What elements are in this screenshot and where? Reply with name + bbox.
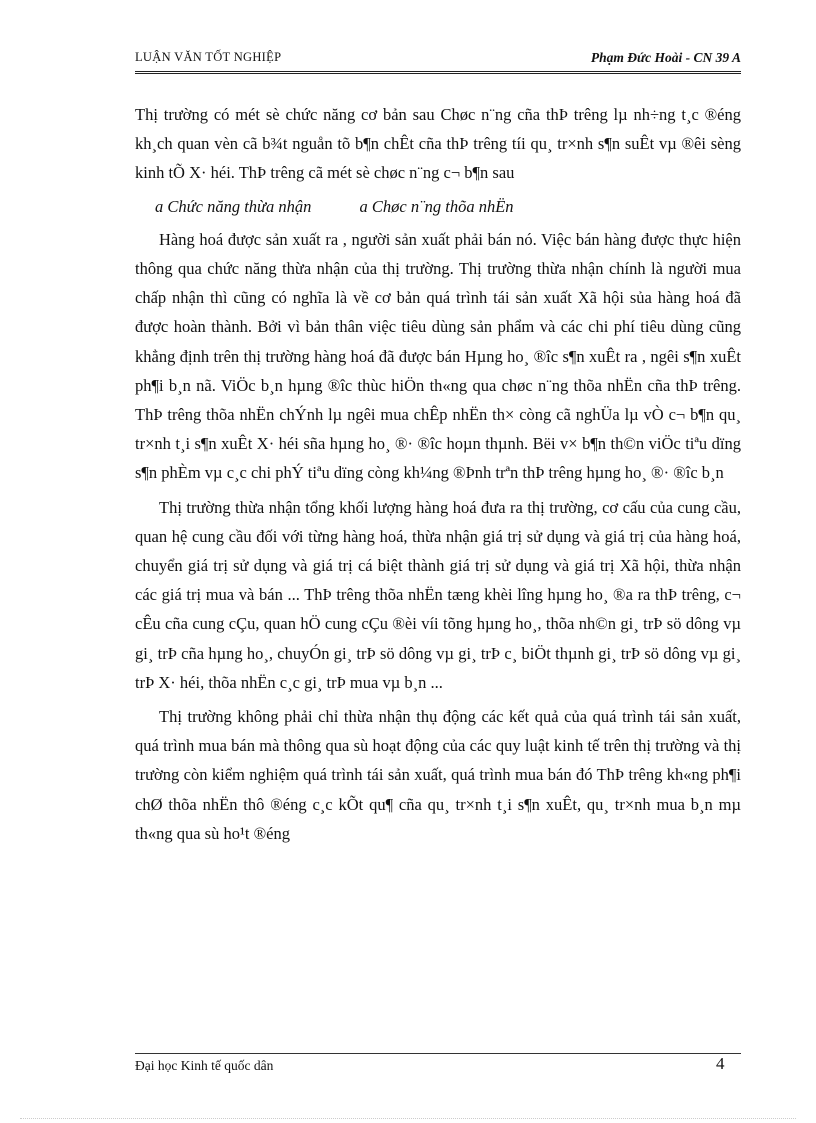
document-body	[135, 100, 741, 848]
page-header	[135, 50, 741, 70]
page-number: 4	[716, 1054, 725, 1073]
header-author: Phạm Đức Hoài - CN 39 A	[590, 50, 741, 65]
subheading-left: a Chức năng thừa nhận	[155, 196, 312, 216]
paragraph-2: Thị trường thừa nhận tổng khối lượng hàng hoá đưa ra thị trường, cơ cấu của cung cầu, quan hệ cung cầu đối với từng hàng hoá, thừa nhận giá trị sử dụng và giá trị của hàng hoá, chuyển giá trị sử dụng và giá trị cá biệt thành giá trị sử dụng và giá trị Xã hội, thừa nhận các giá trị mua và bán ... ThÞ trêng thõa nhËn tæng khèi lîng hµng ho¸ ®a ra thÞ trêng, c¬ cÊu cña cung cÇu, quan hÖ cung cÇu ®èi víi tõng hµng ho¸, thõa nh©n gi¸ trÞ sö dông vµ gi¸ trÞ cña hµng ho¸, chuyÓn gi¸ trÞ sö dông vµ gi¸ trÞ c¸ biÖt thµnh gi¸ trÞ sö dông vµ gi¸ trÞ X· héi, thõa nhËn c¸c gi¸ trÞ mua vµ b¸n ...	[135, 497, 741, 692]
header-divider	[135, 71, 741, 74]
header-title: LUẬN VĂN TỐT NGHIỆP	[135, 50, 282, 64]
section-subheading	[155, 192, 741, 221]
paragraph-3: Thị trường không phải chỉ thừa nhận thụ động các kết quả của quá trình tái sản xuất, quá trình mua bán mà thông qua sù hoạt động của các quy luật kinh tế trên thị trường và thị trường còn kiểm nghiệm quá trình tái sản xuất, quá trình mua bán đó ThÞ trêng kh«ng ph¶i chØ thõa nhËn thô ®éng c¸c kÕt qu¶ cña qu¸ tr×nh t¸i s¶n xuÊt, qu¸ tr×nh mua b¸n mµ th«ng qua sù ho¹t ®éng	[135, 707, 741, 843]
subheading-right: a Chøc n¨ng thõa nhËn	[359, 196, 514, 216]
footer-institution: Đại học Kinh tế quốc dân	[135, 1058, 274, 1073]
page-edge-dots	[20, 1118, 796, 1119]
footer-divider	[135, 1053, 741, 1054]
paragraph-intro: Thị trường có mét sè chức năng cơ bản sau Chøc n¨ng cña thÞ trêng lµ nh÷ng t¸c ®éng kh¸ch quan vèn cã b¾t nguån tõ b¶n chÊt cña thÞ trêng tíi qu¸ tr×nh s¶n suÊt vµ ®êi sèng kinh tÕ X· héi. ThÞ trêng cã mét sè chøc n¨ng c¬ b¶n sau	[135, 105, 741, 183]
paragraph-1: Hàng hoá được sản xuất ra , người sản xuất phải bán nó. Việc bán hàng được thực hiện thông qua chức năng thừa nhận của thị trường. Thị trường thừa nhận chính là người mua chấp nhận thì cũng có nghĩa là về cơ bản quá trình tái sản xuất Xã hội sủa hàng hoá đã được hoàn thành. Bởi vì bản thân việc tiêu dùng sản phẩm và các chi phí tiêu dùng cũng khẳng định trên thị trường hàng hoá đã được bán Hµng ho¸ ®îc s¶n xuÊt ra , ngêi s¶n xuÊt ph¶i b¸n nã. ViÖc b¸n hµng ®îc thùc hiÖn th«ng qua chøc n¨ng thõa nhËn cña thÞ trêng. ThÞ trêng thõa nhËn chÝnh lµ ngêi mua chÊp nhËn th× còng cã nghÜa lµ vÒ c¬ b¶n qu¸ tr×nh t¸i s¶n xuÊt X· héi sña hµng ho¸ ®· ®îc hoµn thµnh. Bëi v× b¶n th©n viÖc tiªu dïng s¶n phÈm vµ c¸c chi phÝ tiªu dïng còng kh¼ng ®Þnh trªn thÞ trêng hµng ho¸ ®· ®îc b¸n	[135, 229, 741, 483]
